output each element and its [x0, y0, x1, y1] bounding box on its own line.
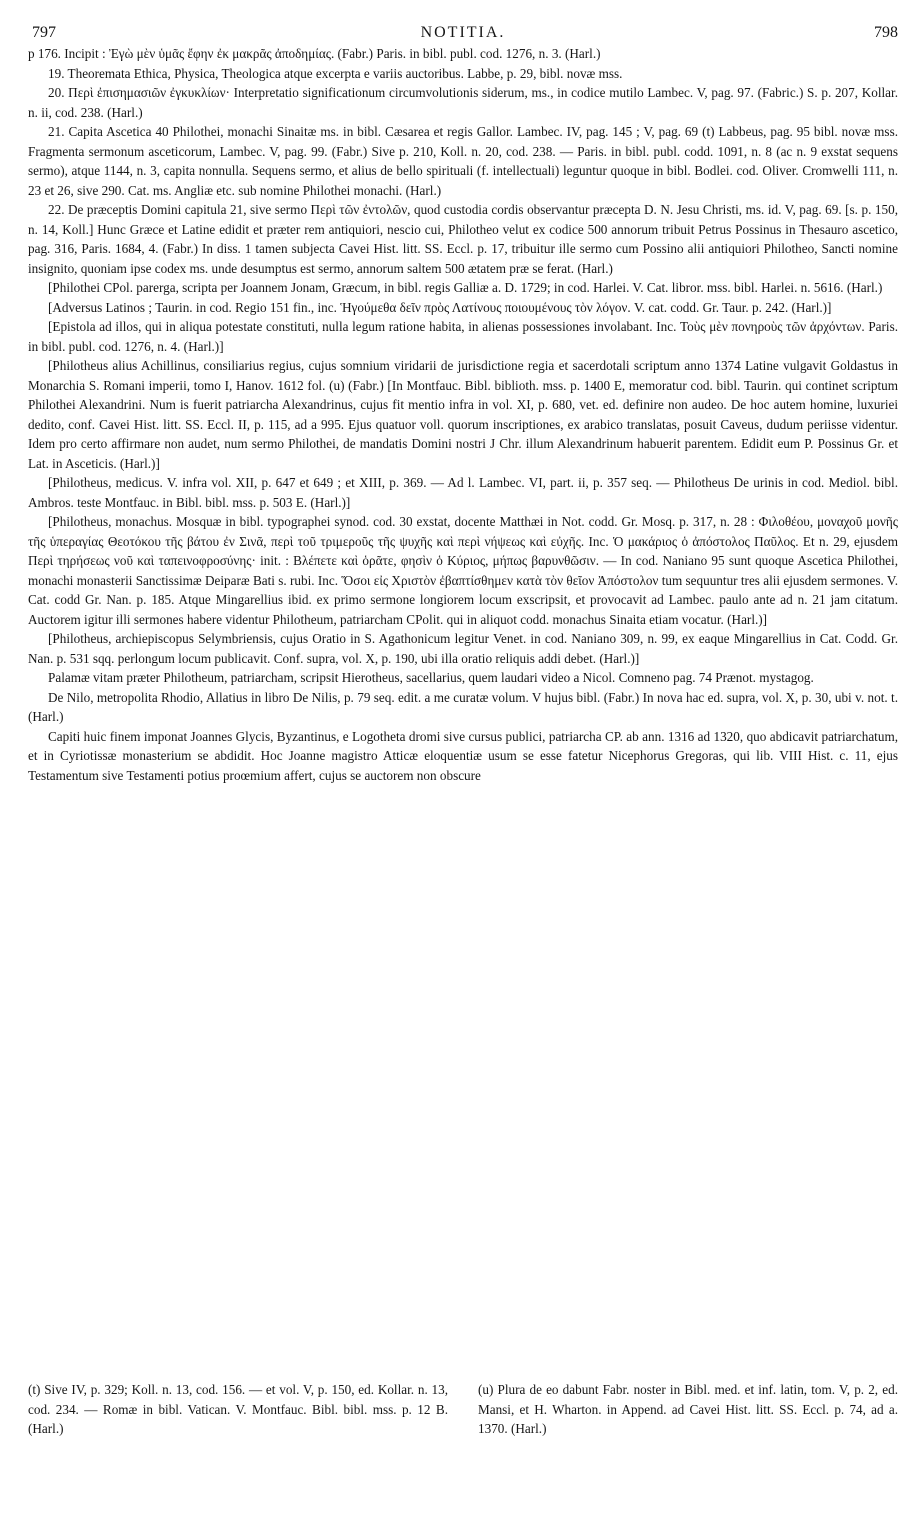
paragraph: Palamæ vitam præter Philotheum, patriarcham, scripsit Hierotheus, sacellarius, quem laudari video a Nicol. Comneno pag. 74 Prænot. mystagog. [48, 670, 814, 685]
paragraph: Capiti huic finem imponat Joannes Glycis, Byzantinus, e Logotheta dromi sive cursus publici, patriarcha CP. ab ann. 1316 ad 1320, quo abdicavit patriarchatum, et in Cyriotissæ monasterium se abdidit. Hoc Joanne magistro Atticæ eloquentiæ usum se esse fatetur Nicephorus Gregoras, qui lib. VIII Hist. c. 11, ejus Testamentum sive Testamenti potius proœmium affert, cujus se auctorem non obscure [28, 728, 898, 783]
paragraph: [Adversus Latinos ; Taurin. in cod. Regio 151 fin., inc. Ἡγούμεθα δεῖν πρὸς Λατίνους ποιουμένους τὸν λόγον. V. cat. codd. Gr. Taur. p. 242. (Harl.)] [48, 299, 832, 315]
paragraph: 20. Περὶ ἐπισημασιῶν ἐγκυκλίων· Interpretatio significationum circumvolutionis siderum, ms., in codice mutilo Lambec. V, pag. 97. (Fabric.) S. p. 207, Kollar. n. ii, cod. 238. (Harl.) [28, 85, 898, 120]
document-page [28, 24, 898, 785]
footnote-u: (u) Plura de eo dabunt Fabr. noster in Bibl. med. et inf. latin, tom. V, p. 2, ed. Mansi, et H. Wharton. in Append. ad Cavei Hist. litt. SS. Eccl. p. 74, ad a. 1370. (Harl.) [478, 1382, 898, 1436]
paragraph: p 176. Incipit : Ἐγὼ μὲν ὑμᾶς ἔφην ἐκ μακρᾶς ἀποδημίας. (Fabr.) Paris. in bibl. publ. cod. 1276, n. 3. (Harl.) [28, 46, 601, 61]
footnote-t: (t) Sive IV, p. 329; Koll. n. 13, cod. 156. — et vol. V, p. 150, ed. Kollar. n. 13, cod. 234. — Romæ in bibl. Vatican. V. Montfauc. Bibl. bibl. mss. p. 12 B. (Harl.) [28, 1382, 448, 1436]
paragraph: [Philotheus, archiepiscopus Selymbriensis, cujus Oratio in S. Agathonicum legitur Venet. in cod. Naniano 309, n. 99, ex eaque Mingarellius in Cat. Codd. Gr. Nan. p. 531 sqq. perlongum locum publicavit. Conf. supra, vol. X, p. 190, ubi illa oratio reliquis addi debet. (Harl.)] [28, 631, 898, 666]
main-text [28, 44, 898, 785]
paragraph: [Epistola ad illos, qui in aliqua potestate constituti, nulla legum ratione habita, in alienas possessiones involabant. Inc. Τοὺς μὲν πονηροὺς τῶν ἀρχόντων. Paris. in bibl. publ. cod. 1276, n. 4. (Harl.)] [28, 319, 898, 354]
paragraph: 22. De præceptis Domini capitula 21, sive sermo Περὶ τῶν ἐντολῶν, quod custodia cordis observantur præcepta D. N. Jesu Christi, ms. id. V, pag. 69. [s. p. 150, n. 14, Koll.] Hunc Græce et Latine edidit et præter rem antiquiori, nescio cui, Philotheo velut ex codice 500 annorum tribuit Petrus Possinus in Thesauro ascetico, pag. 316, Paris. 1684, 4. (Fabr.) In diss. 1 tamen subjecta Cavei Hist. litt. SS. Eccl. p. 17, tribuitur ille sermo cum Possino alii antiquiori Philotheo, Sancti nomine insignito, quoniam ipse codex ms. unde desumptus est sermo, annorum saltem 500 ætatem præ se ferat. (Harl.) [28, 202, 898, 276]
page-number-right: 798 [874, 24, 898, 41]
page-number-left: 797 [32, 24, 56, 41]
running-header [28, 24, 898, 44]
paragraph: [Philothei CPol. parerga, scripta per Joannem Jonam, Græcum, in bibl. regis Galliæ a. D. 1729; in cod. Harlei. V. Cat. libror. mss. bibl. Harlei. n. 5616. (Harl.) [48, 280, 883, 295]
paragraph: 19. Theoremata Ethica, Physica, Theologica atque excerpta e variis auctoribus. Labbe, p. 29, bibl. novæ mss. [48, 65, 623, 81]
paragraph: [Philotheus, medicus. V. infra vol. XII, p. 647 et 649 ; et XIII, p. 369. — Ad l. Lambec. VI, part. ii, p. 357 seq. — Philotheus De urinis in cod. Mediol. bibl. Ambros. teste Montfauc. in Bibl. bibl. mss. p. 503 E. (Harl.)] [28, 475, 898, 510]
paragraph: De Nilo, metropolita Rhodio, Allatius in libro De Nilis, p. 79 seq. edit. a me curatæ volum. V hujus bibl. (Fabr.) In nova hac ed. supra, vol. X, p. 30, ubi v. not. t. (Harl.) [28, 689, 898, 724]
paragraph: 21. Capita Ascetica 40 Philothei, monachi Sinaitæ ms. in bibl. Cæsarea et regis Gallor. Lambec. IV, pag. 145 ; V, pag. 69 (t) Labbeus, pag. 95 bibl. novæ mss. Fragmenta sermonum asceticorum, Lambec. V, pag. 99. (Fabr.) Sive p. 210, Koll. n. 20, cod. 238. — Paris. in bibl. publ. codd. 1091, n. 8 (ac n. 9 exstat sequens sermo), atque 1144, n. 3, capita nonnulla. Sequens sermo, et alius de bello spirituali (f. intellectuali) leguntur quoque in bibl. Bodlei. cod. Oliver. Cromwelli 111, n. 23 et 26, sive 290. Cat. ms. Angliæ etc. sub nomine Philothei monachi. (Harl.) [28, 124, 898, 198]
paragraph: [Philotheus, monachus. Mosquæ in bibl. typographei synod. cod. 30 exstat, docente Matthæi in Not. codd. Gr. Mosq. p. 317, n. 28 : Φιλοθέου, μοναχοῦ μονῆς τῆς ὑπεραγίας Θεοτόκου τῆς βάτου ἐν Σινᾶ, περὶ τοῦ τριμεροῦς τῆς ψυχῆς καὶ περὶ νήψεως καὶ εὐχῆς. Inc. Ὁ μακάριος ὁ ἀπόστολος Παῦλος. Et n. 29, ejusdem Περὶ τηρήσεως νοῦ καὶ ταπεινοφροσύνης· init. : Βλέπετε καὶ ὁρᾶτε, φησὶν ὁ Κύριος, μήπως βαρυνθῶσιν. — In cod. Naniano 95 sunt quoque Ascetica Philothei, monachi monasterii Sanctissimæ Deiparæ Bati s. rubi. Inc. Ὅσοι εἰς Χριστὸν ἐβαπτίσθημεν κατὰ τὸν θεῖον Ἀπόστολον tum sequuntur tres alii ejusdem sermones. V. Cat. codd Gr. Nan. p. 185. Atque Mingarellius ibid. ex primo sermone longiorem locum exscripsit, et provocavit ad Lambec. paulo ante ad n. 21 jam citatum. Auctorem igitur illi sermones habere videntur Philotheum, patriarcham CPolit. qui in aliquot codd. monachus Sinaita etiam vocatur. (Harl.)] [28, 514, 898, 627]
running-title: NOTITIA. [420, 24, 506, 41]
paragraph: [Philotheus alius Achillinus, consiliarius regius, cujus somnium viridarii de jurisdictione regia et sacerdotali scriptum anno 1374 Latine vulgavit Goldastus in Monarchia S. Romani imperii, tomo I, Hanov. 1612 fol. (u) (Fabr.) [In Montfauc. Bibl. biblioth. mss. p. 1400 E, memoratur cod. bibl. Taurin. qui continet scriptum Philothei Alexandrini. Num is fuerit patriarcha Alexandrinus, cujus fit mentio infra in vol. XI, p. 680, vet. ed. definire non audeo. De hoc autem homine, luxuriei dedito, conf. Cavei Hist. litt. SS. Eccl. II, p. 115, ad a 995. Ejus quatuor voll. quorum inscriptiones, ex arabico translatas, posuit Caveus, dudum periisse videntur. Idem pro certo affirmare non audet, num sermo Philothei, de mandatis Domini nostri J Chr. illum Alexandrinum habuerit parentem. Edidit eum P. Possinus Gr. et Lat. in Asceticis. (Harl.)] [28, 358, 898, 471]
